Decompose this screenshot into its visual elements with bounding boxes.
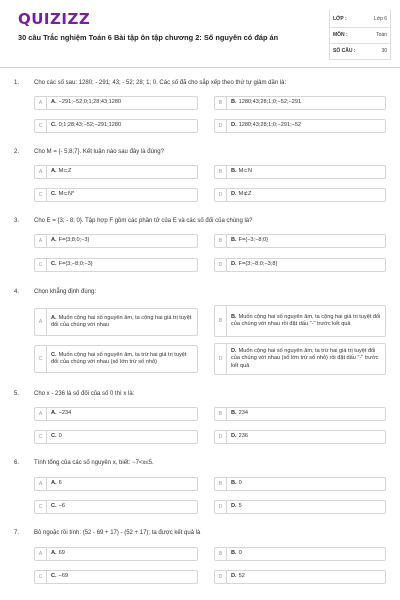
option-letter: B xyxy=(215,97,227,109)
option-letter: D xyxy=(215,259,227,271)
page-header xyxy=(0,0,400,68)
option-letter: C xyxy=(35,346,47,372)
meta-value: Toán xyxy=(376,32,387,38)
option-text xyxy=(231,344,382,374)
option-label: B. xyxy=(231,99,237,106)
question-number: 4. xyxy=(14,289,20,295)
option-letter: C xyxy=(35,571,47,583)
option-label: D. xyxy=(231,261,237,268)
option-value: 69 xyxy=(58,550,65,557)
option-label: C. xyxy=(51,433,57,440)
meta-row-subject xyxy=(331,28,389,44)
option-letter: D xyxy=(215,571,227,583)
option-letter: B xyxy=(215,548,227,560)
option-text xyxy=(231,235,382,247)
option-value: −6 xyxy=(58,503,65,510)
option-label: A. xyxy=(51,99,57,106)
option-c[interactable] xyxy=(34,430,198,444)
option-label: A. xyxy=(51,168,57,175)
meta-label: MÔN : xyxy=(333,32,348,38)
meta-row-class xyxy=(331,12,389,28)
option-label: B. xyxy=(231,237,237,244)
option-letter: B xyxy=(215,306,227,336)
question-number: 1. xyxy=(14,80,20,86)
option-letter: D xyxy=(215,120,227,132)
option-text xyxy=(51,309,194,335)
option-letter: C xyxy=(35,120,47,132)
option-b[interactable] xyxy=(214,96,386,110)
option-text xyxy=(51,346,194,372)
option-c[interactable] xyxy=(34,500,198,514)
option-value: Muốn cộng hai số nguyên âm, ta cộng hai giá trị tuyệt đối của chúng với nhau rồi đặt dấu "-" trước kết quả xyxy=(231,313,381,327)
option-text xyxy=(231,306,382,336)
option-text xyxy=(231,501,382,513)
option-label: C. xyxy=(51,191,57,198)
meta-value: 30 xyxy=(381,48,387,54)
option-label: A. xyxy=(51,237,57,244)
option-label: A. xyxy=(51,314,57,321)
option-letter: A xyxy=(35,309,47,335)
option-d[interactable] xyxy=(214,343,386,375)
option-d[interactable] xyxy=(214,430,386,444)
option-letter: D xyxy=(215,344,227,374)
option-b[interactable] xyxy=(214,477,386,491)
option-text xyxy=(51,166,194,178)
option-value: F={3;−8;0;−3} xyxy=(58,261,93,268)
question-number: 5. xyxy=(14,391,20,397)
option-label: D. xyxy=(231,503,237,510)
option-value: Muốn cộng hai số nguyên âm, ta cộng hai giá trị tuyệt đối của chúng với nhau xyxy=(51,314,192,328)
option-value: 1280;43;28;1;0;−52;−291 xyxy=(238,99,302,106)
option-value: M⊄Z xyxy=(238,191,252,198)
question-number: 3. xyxy=(14,218,20,224)
option-text xyxy=(231,120,382,132)
option-value: 0 xyxy=(58,433,62,440)
question-number: 7. xyxy=(14,530,20,536)
option-letter: D xyxy=(215,431,227,443)
meta-value: Lớp 6 xyxy=(373,16,387,22)
meta-label: LỚP : xyxy=(333,16,347,22)
option-letter: A xyxy=(35,548,47,560)
option-a[interactable] xyxy=(34,165,198,179)
option-c[interactable] xyxy=(34,119,198,133)
option-value: Muốn cộng hai số nguyên âm, ta trừ hai giá trị tuyệt đối của chúng với nhau (số lớn trừ số nhỏ) rồi đặt dấu "-" trước kết quả xyxy=(231,348,379,369)
option-letter: B xyxy=(215,235,227,247)
option-d[interactable] xyxy=(214,500,386,514)
option-letter: C xyxy=(35,431,47,443)
option-c[interactable] xyxy=(34,188,198,202)
option-letter: C xyxy=(35,259,47,271)
option-label: B. xyxy=(231,410,237,417)
option-letter: C xyxy=(35,501,47,513)
option-text xyxy=(51,259,194,271)
meta-row-count xyxy=(331,44,389,60)
option-value: F={3;8;0;−3} xyxy=(58,237,90,244)
option-value: 0 xyxy=(238,550,242,557)
option-text xyxy=(51,408,194,420)
option-c[interactable] xyxy=(34,570,198,584)
option-label: D. xyxy=(231,191,237,198)
option-value: 234 xyxy=(238,410,248,417)
option-value: 0 xyxy=(238,480,242,487)
option-value: M⊂N xyxy=(238,168,252,175)
option-a[interactable] xyxy=(34,308,198,336)
option-text xyxy=(51,235,194,247)
option-c[interactable] xyxy=(34,258,198,272)
option-value: −291;−52;0;1;28;43;1280 xyxy=(58,99,122,106)
option-value: M⊂Z xyxy=(58,168,72,175)
option-label: D. xyxy=(231,122,237,129)
question-text: Chọn khẳng định đúng: xyxy=(34,289,97,295)
option-value: −69 xyxy=(58,573,69,580)
option-letter: B xyxy=(215,408,227,420)
question-text: Cho x - 236 là số đối của số 0 thì x là: xyxy=(34,391,135,397)
option-label: D. xyxy=(231,433,237,440)
option-label: B. xyxy=(231,313,237,320)
option-value: F={3;−8;0;−3;8} xyxy=(238,261,278,268)
question-text: Cho các số sau: 1280; - 291; 43; - 52; 28; 1; 0. Các số đã cho sắp xếp theo thứ tự giảm dần là: xyxy=(34,80,287,86)
option-b[interactable] xyxy=(214,234,386,248)
option-label: A. xyxy=(51,480,57,487)
option-b[interactable] xyxy=(214,305,386,337)
option-a[interactable] xyxy=(34,96,198,110)
option-a[interactable] xyxy=(34,477,198,491)
question-number: 2. xyxy=(14,149,20,155)
option-label: D. xyxy=(231,573,237,580)
option-text xyxy=(51,120,194,132)
option-b[interactable] xyxy=(214,165,386,179)
option-value: 52 xyxy=(238,573,245,580)
option-label: B. xyxy=(231,480,237,487)
option-a[interactable] xyxy=(34,547,198,561)
option-label: D. xyxy=(231,348,237,355)
option-text xyxy=(51,548,194,560)
option-b[interactable] xyxy=(214,407,386,421)
option-label: C. xyxy=(51,573,57,580)
option-letter: B xyxy=(215,478,227,490)
option-text xyxy=(51,431,194,443)
option-text xyxy=(231,189,382,201)
option-value: 5 xyxy=(238,503,242,510)
option-text xyxy=(231,166,382,178)
option-text xyxy=(51,478,194,490)
option-label: C. xyxy=(51,503,57,510)
option-c[interactable] xyxy=(34,345,198,373)
option-value: M⊂N* xyxy=(58,191,75,198)
option-text xyxy=(231,259,382,271)
option-value: 236 xyxy=(238,433,248,440)
option-letter: A xyxy=(35,235,47,247)
option-value: Muốn cộng hai số nguyên âm, ta trừ hai giá trị tuyệt đối của chúng với nhau (số lớn trừ số nhỏ) xyxy=(51,351,187,365)
option-text xyxy=(231,548,382,560)
option-letter: D xyxy=(215,189,227,201)
question-text: Cho E = {3; - 8; 0}. Tập hợp F gồm các phần tử của E và các số đối của chúng là? xyxy=(34,218,253,224)
option-b[interactable] xyxy=(214,547,386,561)
question-text: Cho M = {- 5;8;7}. Kết luận nào sau đây là đúng? xyxy=(34,149,164,155)
quizizz-logo: QUIZIZZ xyxy=(18,10,91,28)
option-letter: A xyxy=(35,166,47,178)
option-label: B. xyxy=(231,168,237,175)
option-d[interactable] xyxy=(214,570,386,584)
option-value: 1280;43;28;1;0;−291;−52 xyxy=(238,122,302,129)
option-text xyxy=(51,501,194,513)
option-letter: A xyxy=(35,478,47,490)
option-d[interactable] xyxy=(214,258,386,272)
option-text xyxy=(231,408,382,420)
option-text xyxy=(51,189,194,201)
option-letter: D xyxy=(215,501,227,513)
option-label: C. xyxy=(51,261,57,268)
option-label: C. xyxy=(51,351,57,358)
option-text xyxy=(231,431,382,443)
option-label: A. xyxy=(51,410,57,417)
option-text xyxy=(231,478,382,490)
option-d[interactable] xyxy=(214,188,386,202)
option-label: B. xyxy=(231,550,237,557)
question-number: 6. xyxy=(14,460,20,466)
option-letter: B xyxy=(215,166,227,178)
option-value: 6 xyxy=(58,480,62,487)
option-letter: C xyxy=(35,189,47,201)
option-value: −234 xyxy=(58,410,72,417)
option-letter: A xyxy=(35,408,47,420)
option-text xyxy=(231,97,382,109)
option-text xyxy=(51,97,194,109)
meta-label: SỐ CÂU : xyxy=(333,48,356,54)
option-value: 0;1;28;43;−52;−291;1280 xyxy=(58,122,122,129)
question-text: Tính tổng của các số nguyên x, biết: −7<x≤5. xyxy=(34,460,154,466)
option-letter: A xyxy=(35,97,47,109)
meta-table xyxy=(331,12,389,60)
question-text: Bỏ ngoặc rồi tính: (52 - 69 + 17) - (52 + 17); ta được kết quả là xyxy=(34,530,201,536)
option-label: A. xyxy=(51,550,57,557)
document-title: 30 câu Trắc nghiệm Toán 6 Bài tập ôn tập chương 2: Số nguyên có đáp án xyxy=(18,33,279,42)
option-d[interactable] xyxy=(214,119,386,133)
option-text xyxy=(231,571,382,583)
option-a[interactable] xyxy=(34,407,198,421)
option-a[interactable] xyxy=(34,234,198,248)
option-value: F={−3;−8;0} xyxy=(238,237,268,244)
option-label: C. xyxy=(51,122,57,129)
option-text xyxy=(51,571,194,583)
